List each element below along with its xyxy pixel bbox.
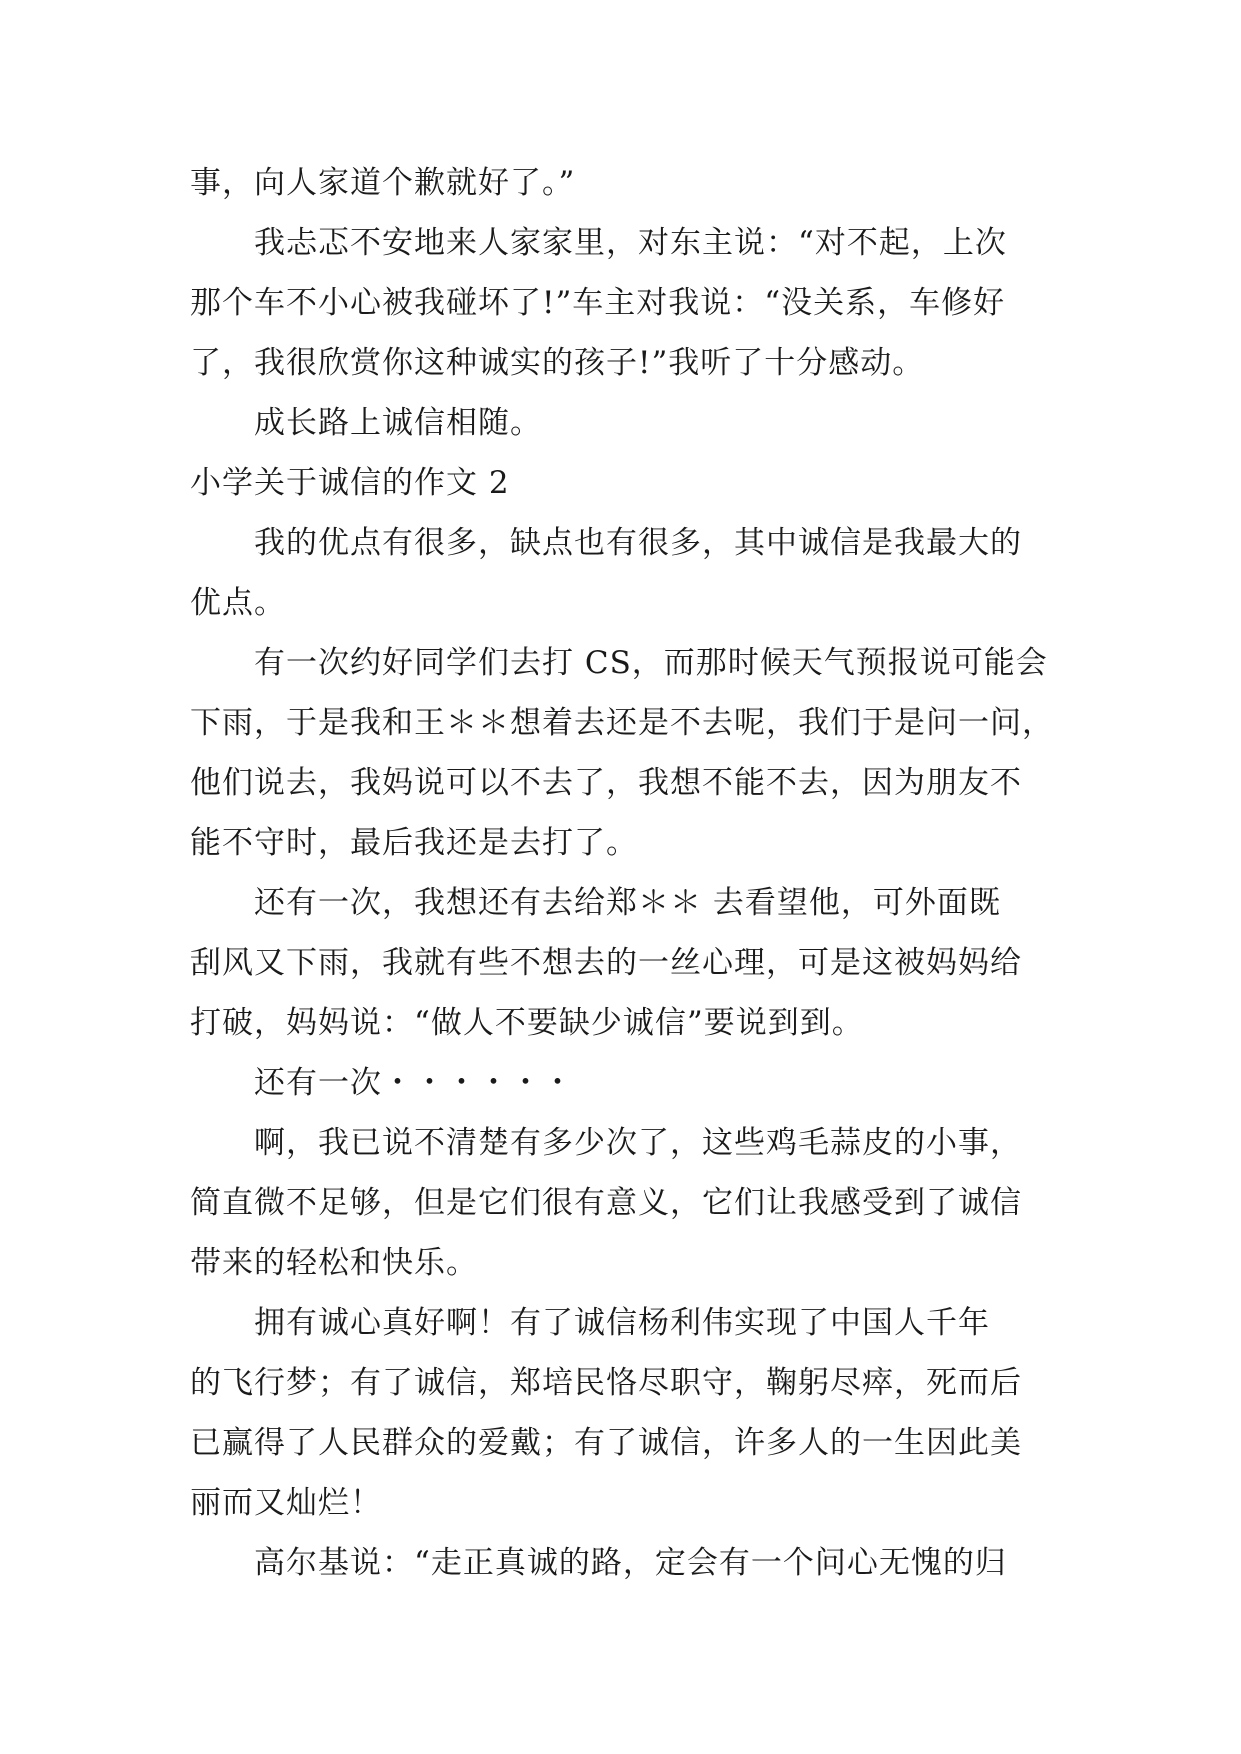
text-line: 我忐忑不安地来人家家里，对东主说：“对不起，上次: [254, 225, 1007, 261]
text-line: 已赢得了人民群众的爱戴；有了诚信，许多人的一生因此美: [190, 1425, 1022, 1461]
text-line: 简直微不足够，但是它们很有意义，它们让我感受到了诚信: [190, 1185, 1022, 1221]
text-line: 优点。: [190, 585, 286, 621]
section-heading: 小学关于诚信的作文 2: [190, 465, 510, 501]
text-line: 的飞行梦；有了诚信，郑培民恪尽职守，鞠躬尽瘁，死而后: [190, 1365, 1022, 1401]
text-line: 带来的轻松和快乐。: [190, 1245, 478, 1281]
text-line: 他们说去，我妈说可以不去了，我想不能不去，因为朋友不: [190, 765, 1022, 801]
text-line: 刮风又下雨，我就有些不想去的一丝心理，可是这被妈妈给: [190, 945, 1022, 981]
text-line: 我的优点有很多，缺点也有很多，其中诚信是我最大的: [254, 525, 1022, 561]
text-line: 了，我很欣赏你这种诚实的孩子!”我听了十分感动。: [190, 345, 925, 381]
text-line: 打破，妈妈说：“做人不要缺少诚信”要说到到。: [190, 1005, 864, 1041]
text-line: 成长路上诚信相随。: [254, 405, 542, 441]
text-line: 还有一次，我想还有去给郑＊＊ 去看望他，可外面既: [254, 885, 1001, 921]
text-line: 高尔基说：“走正真诚的路，定会有一个问心无愧的归: [254, 1545, 1007, 1581]
text-line: 那个车不小心被我碰坏了!”车主对我说：“没关系，车修好: [190, 285, 1006, 321]
text-line: 能不守时，最后我还是去打了。: [190, 825, 638, 861]
text-line: 丽而又灿烂！: [190, 1485, 382, 1521]
text-line: 还有一次・・・・・・: [254, 1065, 574, 1101]
document-body: [190, 153, 1054, 1593]
text-line: 事，向人家道个歉就好了。”: [190, 165, 576, 201]
text-line: 有一次约好同学们去打 CS，而那时候天气预报说可能会: [254, 645, 1048, 681]
text-line: 啊，我已说不清楚有多少次了，这些鸡毛蒜皮的小事，: [254, 1125, 1022, 1161]
text-line: 下雨，于是我和王＊＊想着去还是不去呢，我们于是问一问，: [190, 705, 1054, 741]
text-line: 拥有诚心真好啊！有了诚信杨利伟实现了中国人千年: [254, 1305, 990, 1341]
